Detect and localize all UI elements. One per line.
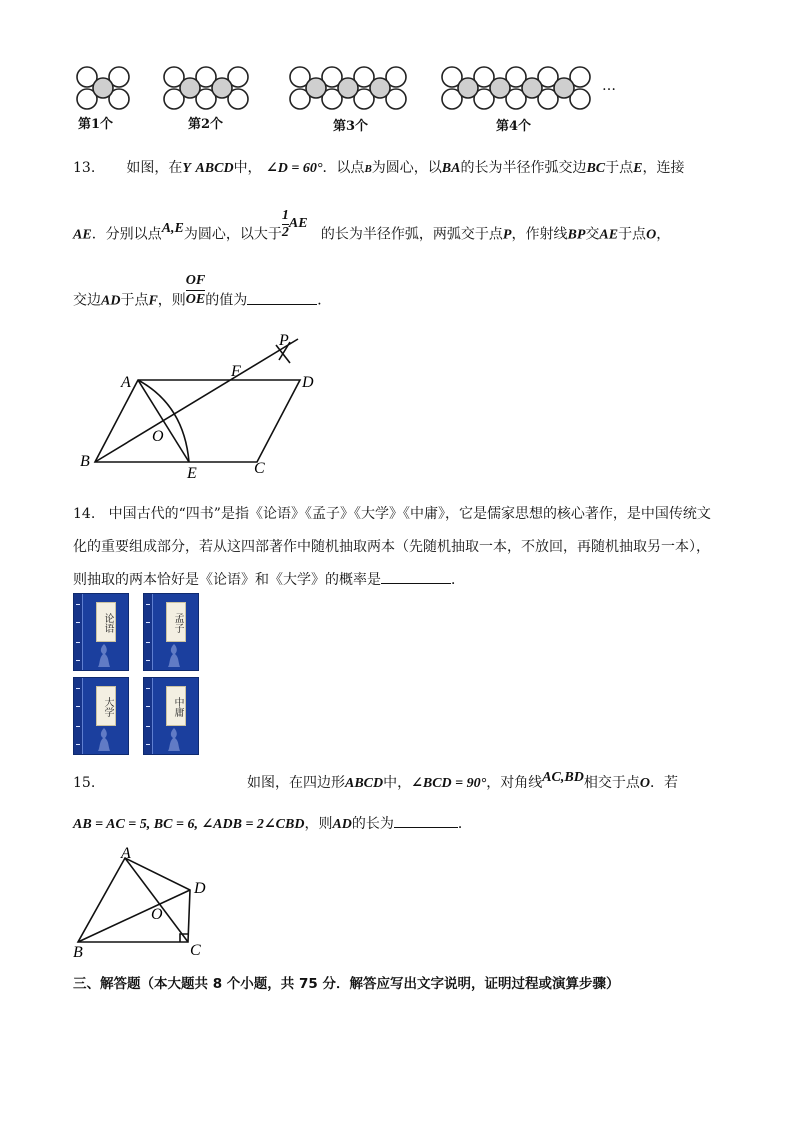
q13-line-2: AE．分别以点A,E为圆心，以大于 $\frac{1}{2}$ AE 的长为半径作弧，两弧交于点P，作射线BP交AE于点O， (73, 208, 671, 243)
book-title-lunyu: 论语 (96, 602, 116, 642)
q15-line-1: 如图，在四边形ABCD中，∠BCD = 90°，对角线AC,BD相交于点O．若 (247, 770, 678, 791)
book-mengzi (143, 593, 199, 671)
book-title-mengzi: 孟子 (166, 602, 186, 642)
q13-number: 13. (73, 160, 96, 176)
book-title-zhongyong: 中庸 (166, 686, 186, 726)
q14-answer-blank[interactable] (381, 569, 451, 584)
q13-of-oe-fraction: $\frac{OF}{OE}$ (185, 273, 206, 307)
q15-answer-blank[interactable] (394, 813, 458, 828)
section-3-title: 三、解答题（本大题共 8 个小题，共 75 分．解答应写出文字说明，证明过程或演算步骤） (73, 976, 620, 992)
q13-line-1: 13. 如图，在Y ABCD中， ∠D = 60°．以点B为圆心，以BA的长为半径作弧交边BC于点E，连接 (73, 160, 685, 176)
q15-label-c: C (190, 942, 201, 959)
q13-half-fraction: $\frac{1}{2}$ (281, 208, 289, 240)
q13-label-f: F (231, 363, 241, 380)
pattern-label-4: 第4个 (496, 119, 532, 134)
q13-label-p: P (279, 332, 289, 349)
q15-quadrilateral-figure (70, 845, 220, 960)
q13-label-d: D (302, 374, 314, 391)
q15-line-2: AB = AC = 5, BC = 6, ∠ADB = 2∠CBD，则AD的长为 ． (73, 813, 472, 836)
q13-label-b: B (80, 453, 90, 470)
q15-number: 15. (73, 775, 96, 791)
q15-label-d: D (194, 880, 206, 897)
q13-answer-blank[interactable] (247, 290, 317, 305)
q15-label-a: A (121, 845, 131, 862)
q13-label-e: E (187, 465, 197, 482)
pattern-label-3: 第3个 (333, 119, 369, 134)
q15-label-b: B (73, 944, 83, 960)
q13-label-c: C (254, 460, 265, 477)
pattern-label-1: 第1个 (78, 117, 114, 132)
q13-label-o: O (152, 428, 164, 445)
book-zhongyong (143, 677, 199, 755)
q13-line-3: 交边AD于点F，则 $\frac{OF}{OE}$ 的值为 ． (73, 273, 332, 309)
pattern-label-2: 第2个 (188, 117, 224, 132)
q14-number: 14. (73, 506, 96, 522)
pattern-ellipsis: … (602, 78, 616, 94)
book-daxue (73, 677, 129, 755)
q13-label-a: A (121, 374, 131, 391)
q13-parallelogram-figure (76, 325, 336, 485)
q15-label-o: O (151, 906, 163, 923)
book-lunyu (73, 593, 129, 671)
q14-line-2: 化的重要组成部分，若从这四部著作中随机抽取两本（先随机抽取一本，不放回，再随机抽取另一本）， (73, 539, 710, 555)
q14-line-1: 14. 中国古代的“四书”是指《论语》《孟子》《大学》《中庸》，它是儒家思想的核心著作，是中国传统文 (73, 506, 711, 522)
q14-line-3: 则抽取的两本恰好是《论语》和《大学》的概率是 ． (73, 569, 465, 591)
book-title-daxue: 大学 (96, 686, 116, 726)
